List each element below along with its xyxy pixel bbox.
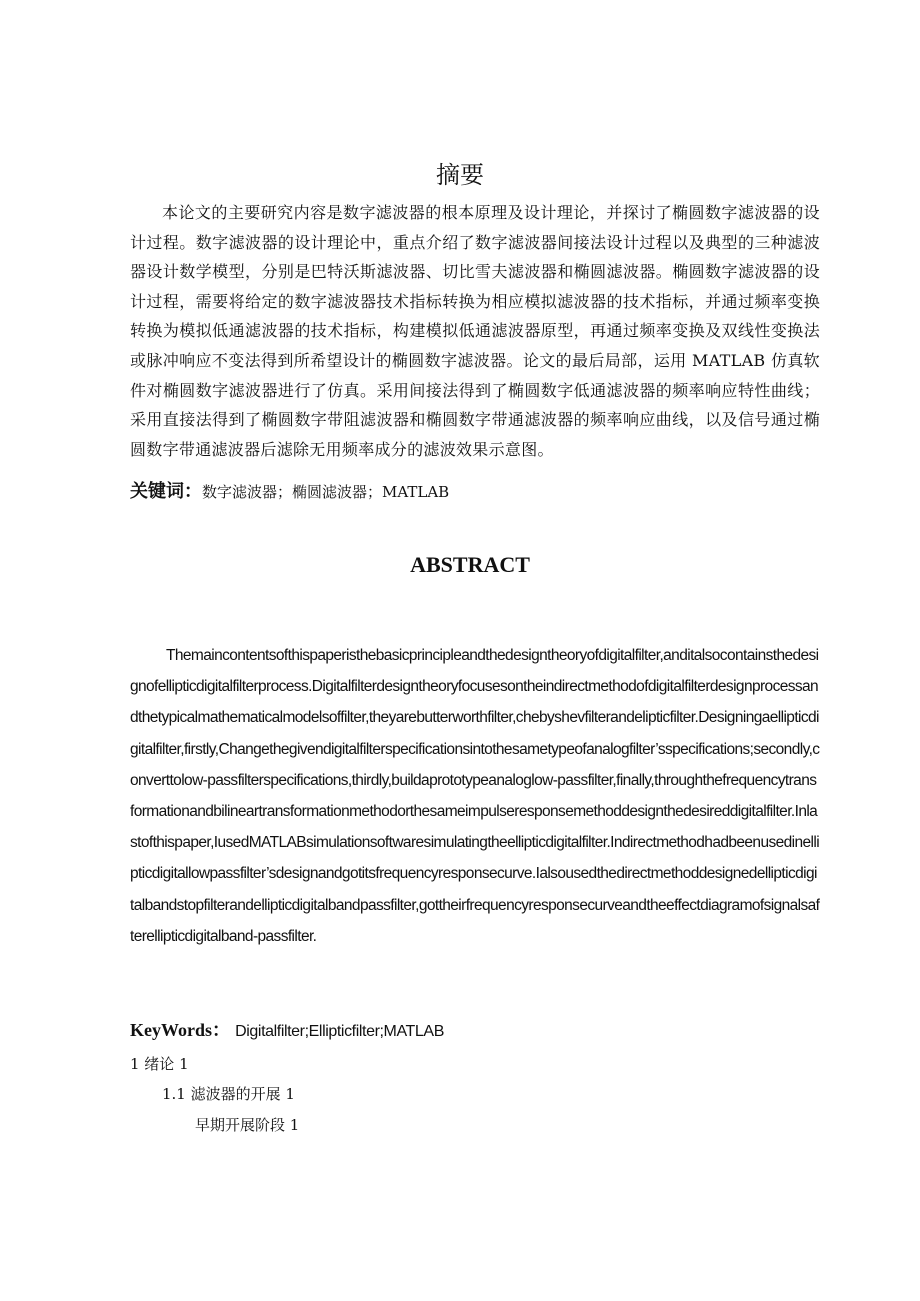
chinese-abstract-title: 摘要	[436, 161, 484, 189]
english-abstract-paragraph: Themaincontentsofthispaperisthebasicprincipleandthedesigntheoryofdigitalfilter,anditalsocontainsthedesignofellipticdigitalfilterprocess.Digitalfilterdesigntheoryfocusesontheindirectmethodofdigitalfilterdesignprocessandthetypicalmathematicalmodelsoffilter,theyarebutterworthfilter,chebyshevfilterandelipticfilter.Designingaellipticdigitalfilter,firstly,Changethegivendigitalfilterspecificationsintothesametypeofanalogfilter’sspecifications;secondly,converttolow-passfilterspecifications,thirdly,buildaprototypeanaloglow-passfilter,finally,throughthefrequencytransformationandbilineartransformationmethodorthesameimpulseresponsemethoddesignthedesireddigitalfilter.Inlastofthispaper,IusedMATLABsimulationsoftwaresimulatingtheellipticdigitalfilter.Indirectmethodhadbeenusedinellipticdigitallowpassfilter’sdesignandgotitsfrequencyresponsecurve.Ialsousedthedirectmethoddesignedellipticdigitalbandstopfilterandellipticdigitalbandpassfilter,gottheirfrequencyresponsecurveandtheeffectdiagramofsignalsafterellipticdigitalband-passfilter.	[130, 647, 820, 945]
chinese-keywords-value: 数字滤波器；椭圆滤波器；MATLAB	[202, 483, 450, 501]
english-keywords-label: KeyWords：	[130, 1020, 231, 1040]
chinese-abstract-body	[130, 198, 820, 464]
chinese-keywords	[130, 479, 449, 505]
chinese-abstract-paragraph: 本论文的主要研究内容是数字滤波器的根本原理及设计理论，并探讨了椭圆数字滤波器的设计过程。数字滤波器的设计理论中，重点介绍了数字滤波器间接法设计过程以及典型的三种滤波器设计数学模型，分别是巴特沃斯滤波器、切比雪夫滤波器和椭圆滤波器。椭圆数字滤波器的设计过程，需要将给定的数字滤波器技术指标转换为相应模拟滤波器的技术指标，并通过频率变换转换为模拟低通滤波器的技术指标，构建模拟低通滤波器原型，再通过频率变换及双线性变换法或脉冲响应不变法得到所希望设计的椭圆数字滤波器。论文的最后局部，运用 MATLAB 仿真软件对椭圆数字滤波器进行了仿真。采用间接法得到了椭圆数字低通滤波器的频率响应特性曲线；采用直接法得到了椭圆数字带阻滤波器和椭圆数字带通滤波器的频率响应曲线，以及信号通过椭圆数字带通滤波器后滤除无用频率成分的滤波效果示意图。	[130, 203, 820, 459]
chinese-keywords-label: 关键词：	[130, 481, 202, 502]
toc-entry-chapter-1[interactable]: 1 绪论 1	[130, 1055, 189, 1073]
english-keywords-value: Digitalfilter;Ellipticfilter;MATLAB	[235, 1023, 444, 1040]
english-abstract-title: ABSTRACT	[410, 552, 530, 577]
english-abstract-body	[130, 640, 820, 952]
english-keywords	[130, 1017, 444, 1045]
toc-entry-section-1-1[interactable]: 1.1 滤波器的开展 1	[162, 1085, 295, 1103]
toc-entry-subsection[interactable]: 早期开展阶段 1	[195, 1116, 300, 1134]
